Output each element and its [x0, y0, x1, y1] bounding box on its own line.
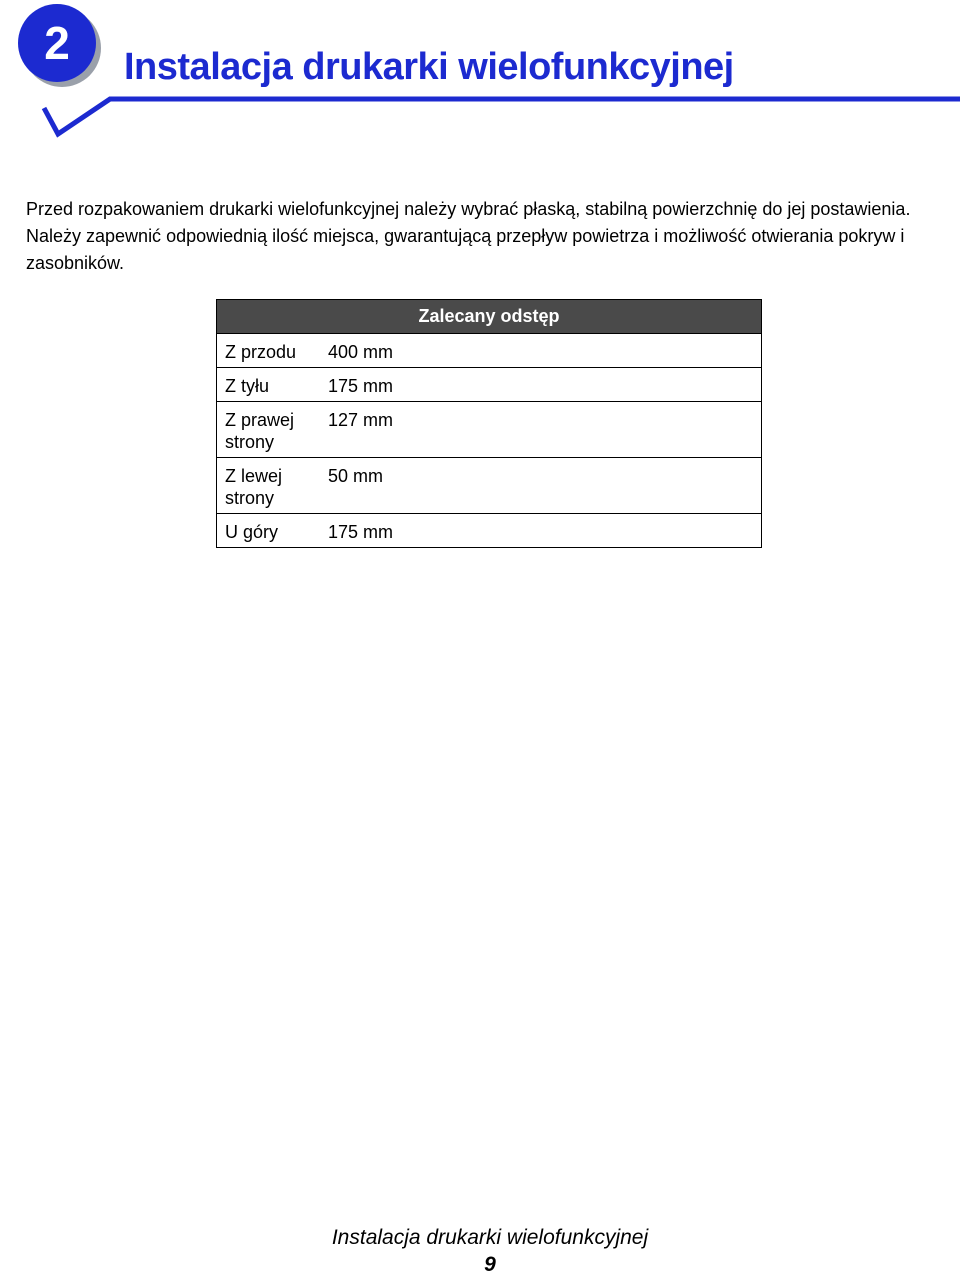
table-row: [217, 458, 762, 514]
table-row: [217, 402, 762, 458]
table-row: [217, 514, 762, 548]
table-row: [217, 368, 762, 402]
table-row: [217, 334, 762, 368]
chapter-number: 2: [44, 17, 70, 69]
table-header: Zalecany odstęp: [217, 300, 762, 334]
clearance-side: U góry: [217, 514, 319, 548]
page-number: 9: [484, 1253, 496, 1276]
intro-paragraph: Przed rozpakowaniem drukarki wielofunkcyjnej należy wybrać płaską, stabilną powierzchnię do jej postawienia. Należy zapewnić odpowiednią ilość miejsca, gwarantującą przepływ powietrza i możliwość otwierania pokryw i zasobników.: [26, 199, 911, 273]
clearance-distance: 400 mm: [318, 334, 762, 368]
clearance-side: Z prawej strony: [217, 402, 319, 458]
footer-title: Instalacja drukarki wielofunkcyjnej: [331, 1226, 649, 1249]
table-header-row: [217, 300, 762, 334]
clearance-side: Z lewej strony: [217, 458, 319, 514]
chapter-title: Instalacja drukarki wielofunkcyjnej: [124, 46, 734, 88]
clearance-side: Z przodu: [217, 334, 319, 368]
clearance-distance: 50 mm: [318, 458, 762, 514]
clearance-distance: 175 mm: [318, 514, 762, 548]
clearance-table: [216, 299, 762, 548]
clearance-distance: 127 mm: [318, 402, 762, 458]
clearance-distance: 175 mm: [318, 368, 762, 402]
clearance-side: Z tyłu: [217, 368, 319, 402]
